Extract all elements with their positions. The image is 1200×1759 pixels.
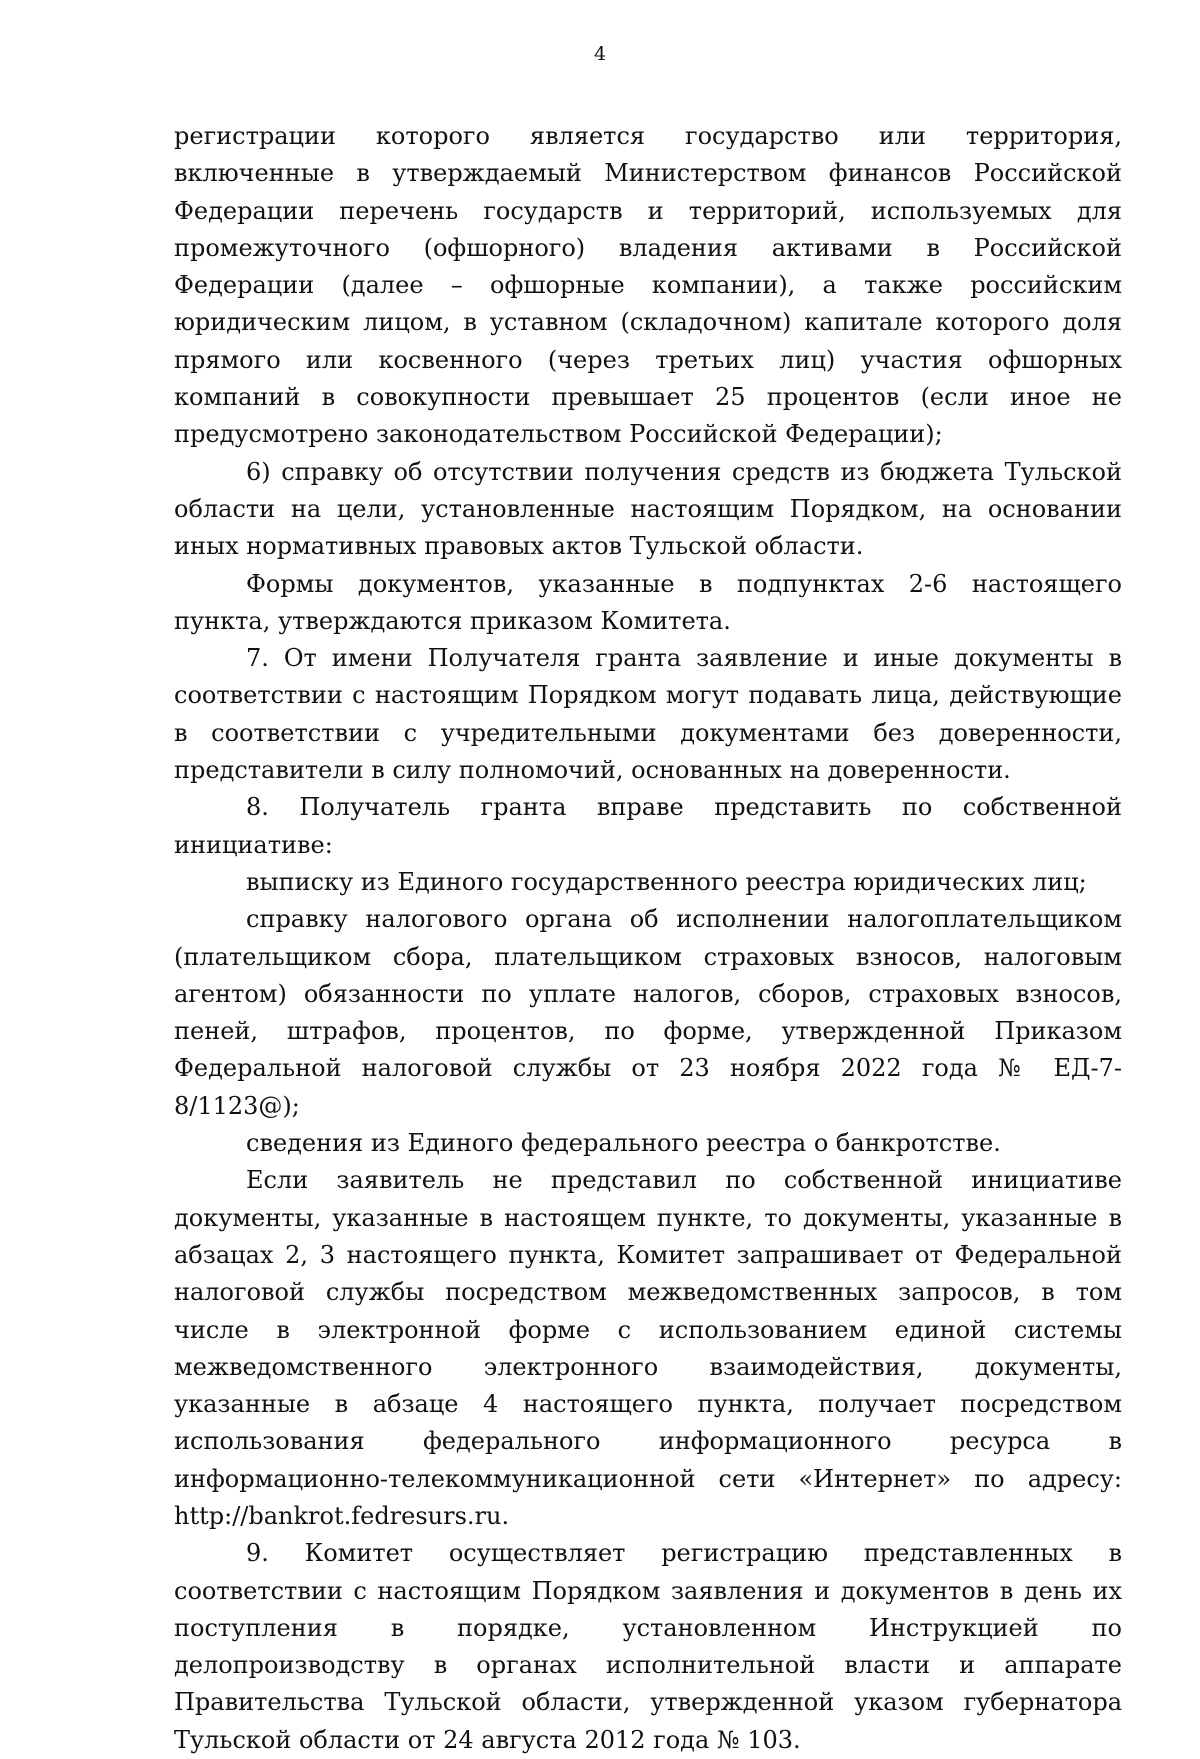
paragraph-document-forms: Формы документов, указанные в подпунктах 2-6 настоящего пункта, утверждаются приказом Комитета. <box>174 569 1122 635</box>
paragraph-item-9: 9. Комитет осуществляет регистрацию представленных в соответствии с настоящим Порядком заявления и документов в день их поступления в порядке, установленном Инструкцией по делопроизводству в органах исполнительной власти и аппарате Правительства Тульской области, утвержденной указом губернатора Тульской области от 24 августа 2012 года № 103. <box>174 1539 1122 1754</box>
paragraph-interagency-requests: Если заявитель не представил по собственной инициативе документы, указанные в настоящем пункте, то документы, указанные в абзацах 2, 3 настоящего пункта, Комитет запрашивает от Федеральной налоговой службы посредством межведомственных запросов, в том числе в электронной форме с использованием единой системы межведомственного электронного взаимодействия, документы, указанные в абзаце 4 настоящего пункта, получает посредством использования федерального информационного ресурса в информационно-телекоммуникационной сети «Интернет» по адресу: http://bankrot.fedresurs.ru. <box>174 1166 1122 1530</box>
paragraph-item-6: 6) справку об отсутствии получения средств из бюджета Тульской области на цели, установленные настоящим Порядком, на основании иных нормативных правовых актов Тульской области. <box>174 457 1122 561</box>
page-number: 4 <box>593 43 607 65</box>
paragraph-offshore-continuation: регистрации которого является государство или территория, включенные в утверждаемый Министерством финансов Российской Федерации перечень государств и территорий, используемых для промежуточного (офшорного) владения активами в Российской Федерации (далее – офшорные компании), а также российским юридическим лицом, в уставном (складочном) капитале которого доля прямого или косвенного (через третьих лиц) участия офшорных компаний в совокупности превышает 25 процентов (если иное не предусмотрено законодательством Российской Федерации); <box>174 122 1122 449</box>
paragraph-egrul-extract: выписку из Единого государственного реестра юридических лиц; <box>246 867 1087 896</box>
document-body <box>174 118 1122 1759</box>
paragraph-item-8: 8. Получатель гранта вправе представить по собственной инициативе: <box>174 793 1122 859</box>
paragraph-tax-certificate: справку налогового органа об исполнении налогоплательщиком (плательщиком сбора, плательщиком страховых взносов, налоговым агентом) обязанности по уплате налогов, сборов, страховых взносов, пеней, штрафов, процентов, по форме, утвержденной Приказом Федеральной налоговой службы от 23 ноября 2022 года № ЕД-7-8/1123@); <box>174 905 1122 1120</box>
paragraph-item-7: 7. От имени Получателя гранта заявление и иные документы в соответствии с настоящим Порядком могут подавать лица, действующие в соответствии с учредительными документами без доверенности, представители в силу полномочий, основанных на доверенности. <box>174 644 1122 785</box>
paragraph-bankruptcy-register: сведения из Единого федерального реестра о банкротстве. <box>246 1129 1001 1158</box>
